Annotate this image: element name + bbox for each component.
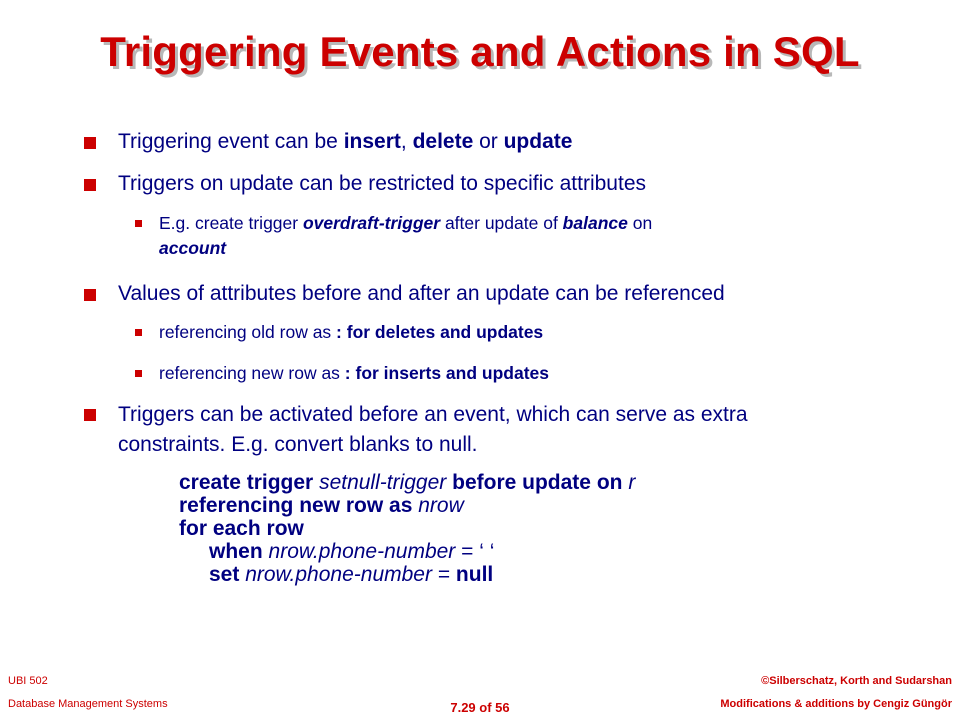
code-line: set nrow.phone-number = null	[209, 563, 494, 586]
bullet-text: Triggering event can be	[118, 130, 344, 153]
attribute-name: balance	[562, 213, 628, 233]
code-line: for each row	[179, 517, 304, 540]
code-line: create trigger setnull-trigger before update on r	[179, 471, 636, 494]
sub-bullet-referencing-new: referencing new row as : for inserts and updates	[159, 361, 549, 386]
footer-copyright: ©Silberschatz, Korth and Sudarshan	[761, 675, 952, 687]
page-number: 7.29 of 56	[450, 700, 510, 715]
trigger-name: overdraft-trigger	[302, 213, 441, 233]
slide-content	[0, 122, 960, 612]
bullet-triggering-event	[118, 128, 572, 156]
sub-bullet-referencing-old: referencing old row as : for deletes and updates	[159, 320, 543, 345]
relation-name: account	[159, 238, 227, 258]
bullet-triggers-activated-before: Triggers can be activated before an event, which can serve as extra constraints. E.g. convert blanks to null.	[118, 400, 748, 460]
bullet-values-of-attributes: Values of attributes before and after an update can be referenced	[118, 280, 725, 308]
bullet-text: or	[473, 130, 504, 153]
footer-course-code: UBI 502	[8, 675, 48, 687]
keyword-delete: delete	[412, 130, 474, 153]
bullet-triggers-on-update: Triggers on update can be restricted to specific attributes	[118, 170, 646, 198]
keyword-insert: insert	[343, 130, 401, 153]
sql-code-block	[179, 471, 635, 586]
footer-course-name: Database Management Systems	[8, 698, 168, 710]
sub-bullet-example: E.g. create trigger overdraft-trigger after update of balance on account	[159, 211, 652, 261]
slide-title: Triggering Events and Actions in SQL	[100, 28, 860, 75]
code-line: when nrow.phone-number = ‘ ‘	[209, 540, 495, 563]
keyword-update: update	[503, 130, 573, 153]
bullet-text: ,	[400, 130, 413, 153]
footer-modifications: Modifications & additions by Cengiz Güngör	[720, 698, 952, 710]
code-line: referencing new row as nrow	[179, 494, 464, 517]
